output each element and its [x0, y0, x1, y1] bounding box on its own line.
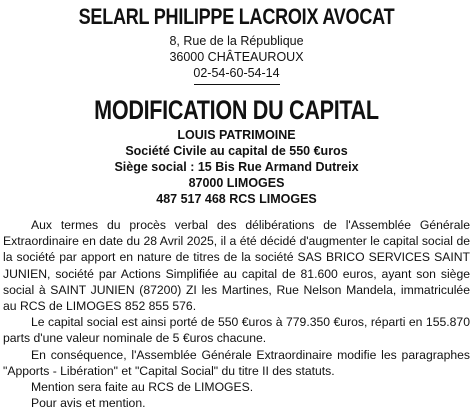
- notice-body: [3, 217, 470, 411]
- legal-notice: [0, 4, 473, 419]
- law-firm-name: SELARL PHILIPPE LACROIX AVOCAT: [78, 4, 395, 29]
- address-city: 36000 CHÂTEAUROUX: [169, 50, 304, 64]
- address-street: 8, Rue de la République: [169, 34, 304, 48]
- body-paragraph: En conséquence, l'Assemblée Générale Extraordinaire modifie les paragraphes "Apports - Libération" et "Capital Social" du titre II des statuts.: [3, 347, 470, 378]
- company-registration: 487 517 468 RCS LIMOGES: [156, 192, 317, 206]
- company-name: LOUIS PATRIMOINE: [177, 128, 296, 142]
- company-head-office: Siège social : 15 Bis Rue Armand Dutreix: [114, 160, 359, 174]
- phone-number: 02-54-60-54-14: [193, 66, 280, 80]
- company-legal-form: Société Civile au capital de 550 €uros: [125, 144, 348, 158]
- body-paragraph: Pour avis et mention.: [31, 396, 146, 411]
- company-city: 87000 LIMOGES: [188, 176, 285, 190]
- divider: [194, 84, 280, 85]
- company-block: [3, 127, 470, 207]
- law-firm-address: [3, 33, 470, 81]
- notice-title: MODIFICATION DU CAPITAL: [94, 95, 379, 125]
- body-paragraph: Le capital social est ainsi porté de 550 €uros à 779.350 €uros, réparti en 155.870 parts d'une valeur nominale de 5 €uros chacune.: [3, 315, 470, 346]
- body-paragraph: Mention sera faite au RCS de LIMOGES.: [31, 380, 254, 395]
- body-paragraph: Aux termes du procès verbal des délibérations de l'Assemblée Générale Extraordinaire en date du 28 Avril 2025, il a été décidé d'augmenter le capital social de la société par apport en nature de titres de la société SAS BRICO SERVICES SAINT JUNIEN, société par Actions Simplifiée au capital de 81.600 euros, ayant son siège social à SAINT JUNIEN (87200) ZI les Martines, Rue Nelson Mandela, immatriculée au RCS de LIMOGES 852 855 576.: [3, 218, 470, 314]
